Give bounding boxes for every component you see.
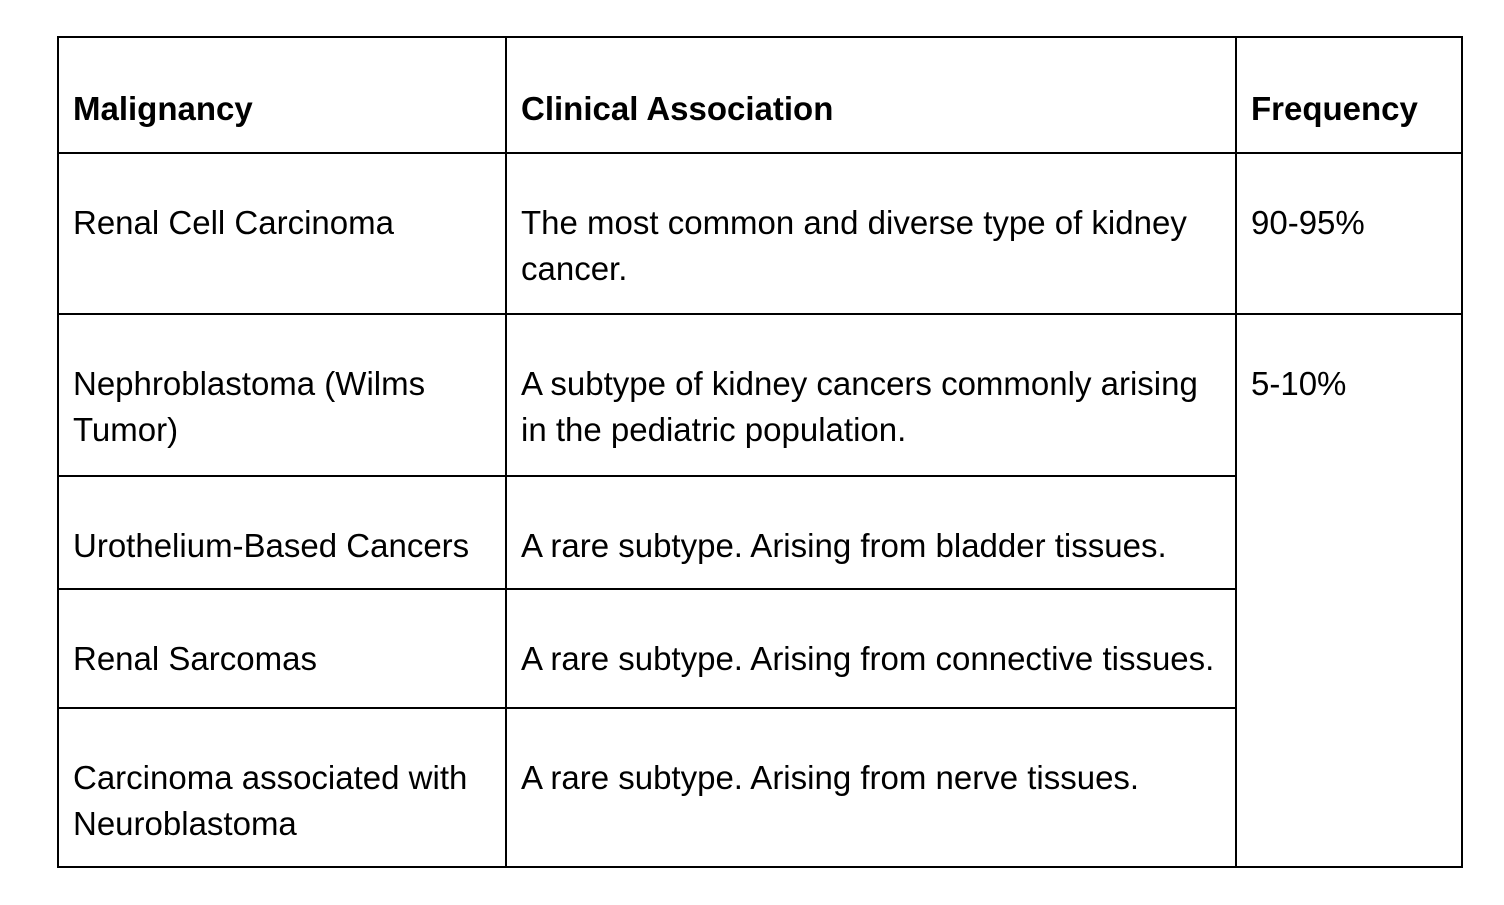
cell-association-renal-sarcomas: A rare subtype. Arising from connective tissues. [506, 589, 1236, 708]
cell-association-carcinoma-neuroblastoma: A rare subtype. Arising from nerve tissues. [506, 708, 1236, 867]
cell-frequency-90-95: 90-95% [1236, 153, 1462, 314]
cell-association-renal-cell-carcinoma: The most common and diverse type of kidney cancer. [506, 153, 1236, 314]
cell-malignancy-carcinoma-neuroblastoma: Carcinoma associated with Neuroblastoma [58, 708, 506, 867]
cell-association-urothelium-based-cancers: A rare subtype. Arising from bladder tissues. [506, 476, 1236, 589]
table-row [58, 314, 1462, 476]
cell-frequency-5-10-merged: 5-10% [1236, 314, 1462, 867]
table-header-row [58, 37, 1462, 153]
table-row [58, 153, 1462, 314]
cell-malignancy-urothelium-based-cancers: Urothelium-Based Cancers [58, 476, 506, 589]
header-clinical-association: Clinical Association [506, 37, 1236, 153]
header-malignancy: Malignancy [58, 37, 506, 153]
cell-malignancy-nephroblastoma: Nephroblastoma (Wilms Tumor) [58, 314, 506, 476]
header-frequency: Frequency [1236, 37, 1462, 153]
cell-malignancy-renal-sarcomas: Renal Sarcomas [58, 589, 506, 708]
cell-association-nephroblastoma: A subtype of kidney cancers commonly arising in the pediatric population. [506, 314, 1236, 476]
malignancy-table [57, 36, 1463, 868]
cell-malignancy-renal-cell-carcinoma: Renal Cell Carcinoma [58, 153, 506, 314]
